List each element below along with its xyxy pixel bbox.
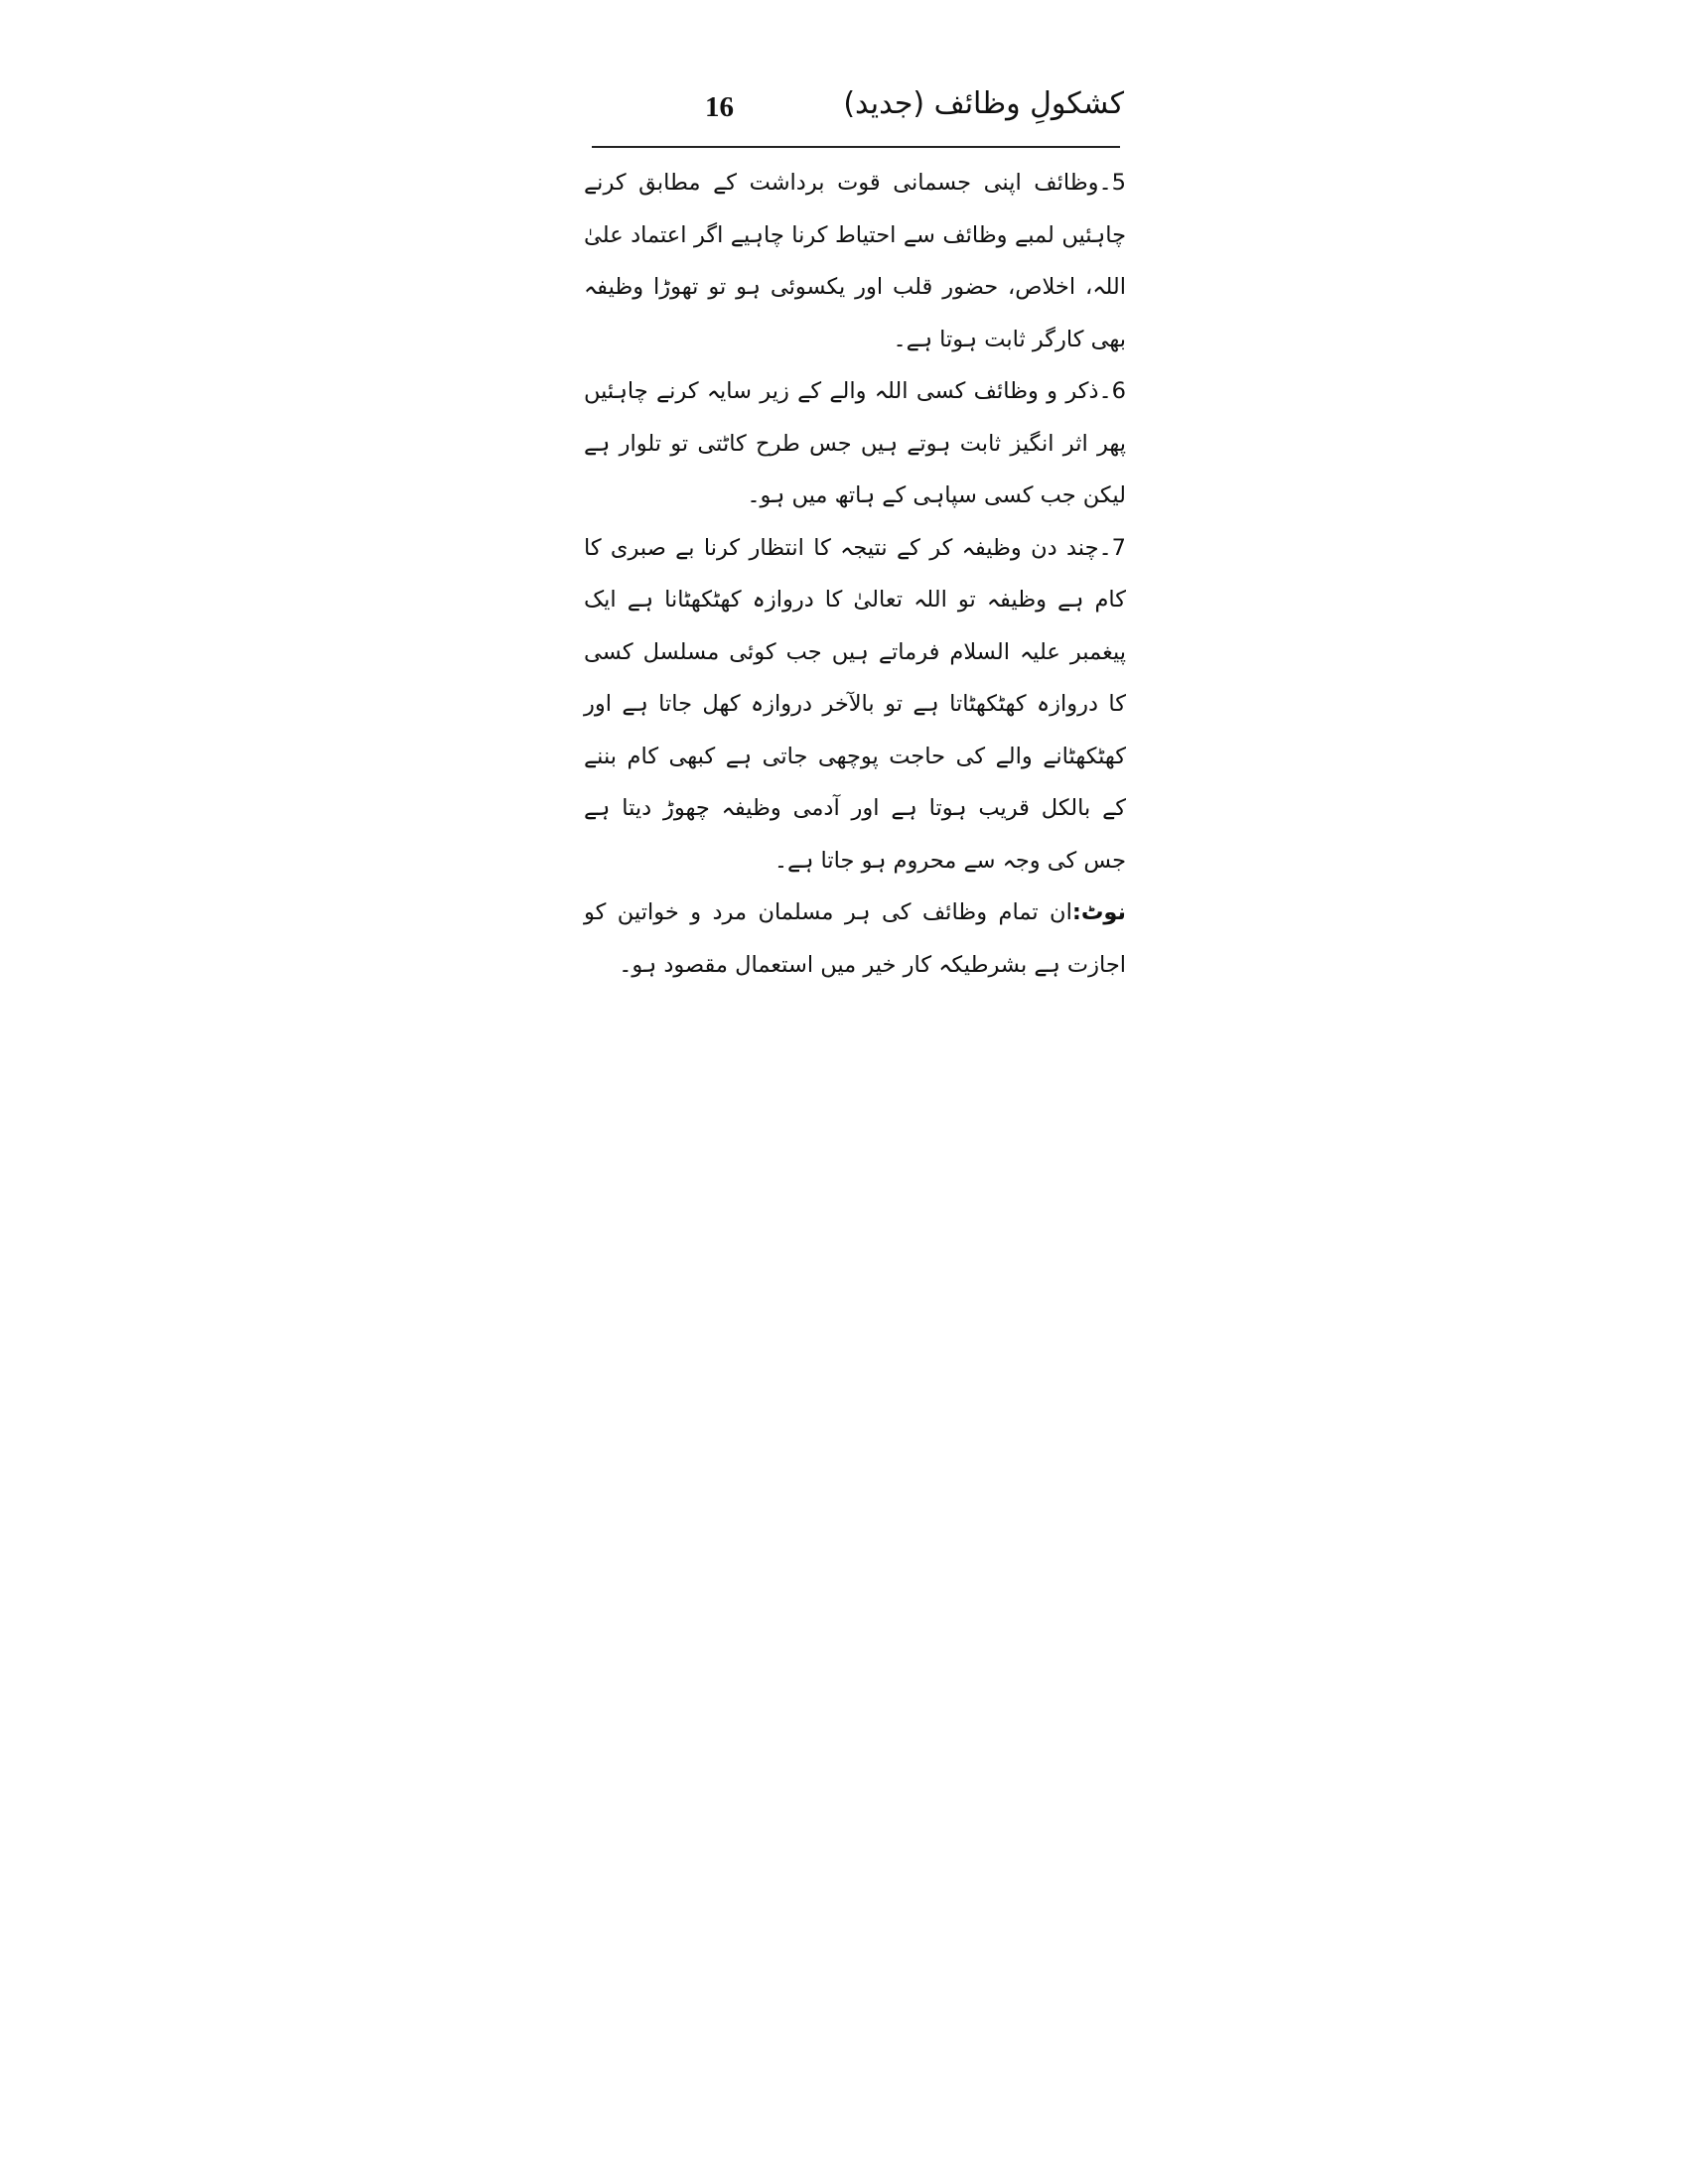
header-divider xyxy=(592,146,1120,148)
paragraph-7: 7۔چند دن وظیفہ کر کے نتیجہ کا انتظار کرنا بے صبری کا کام ہے وظیفہ تو اللہ تعالیٰ کا دروازہ کھٹکھٹانا ہے ایک پیغمبر علیہ السلام فرماتے ہیں جب کوئی مسلسل کسی کا دروازہ کھٹکھٹاتا ہے تو بالآخر دروازہ کھل جاتا ہے اور کھٹکھٹانے والے کی حاجت پوچھی جاتی ہے کبھی کام بننے کے بالکل قریب ہوتا ہے اور آدمی وظیفہ چھوڑ دیتا ہے جس کی وجہ سے محروم ہو جاتا ہے۔ xyxy=(584,534,1126,874)
paragraph-6: 6۔ذکر و وظائف کسی اللہ والے کے زیر سایہ کرنے چاہئیں پھر اثر انگیز ثابت ہوتے ہیں جس طرح کاٹتی تو تلوار ہے لیکن جب کسی سپاہی کے ہاتھ میں ہو۔ xyxy=(584,378,1126,508)
page-number: 16 xyxy=(705,91,734,123)
page-body xyxy=(584,157,1126,991)
note-paragraph xyxy=(584,887,1126,991)
note-text: ان تمام وظائف کی ہر مسلمان مرد و خواتین کو اجازت ہے بشرطیکہ کار خیر میں استعمال مقصود ہو۔ xyxy=(584,899,1126,978)
book-title: کشکولِ وظائف (جدید) xyxy=(843,86,1124,121)
page-header xyxy=(588,81,1124,139)
note-label: نوٹ: xyxy=(1071,899,1126,925)
paragraph-5: 5۔وظائف اپنی جسمانی قوت برداشت کے مطابق کرنے چاہئیں لمبے وظائف سے احتیاط کرنا چاہیے اگر اعتماد علیٰ اللہ، اخلاص، حضور قلب اور یکسوئی ہو تو تھوڑا وظیفہ بھی کارگر ثابت ہوتا ہے۔ xyxy=(584,170,1126,352)
